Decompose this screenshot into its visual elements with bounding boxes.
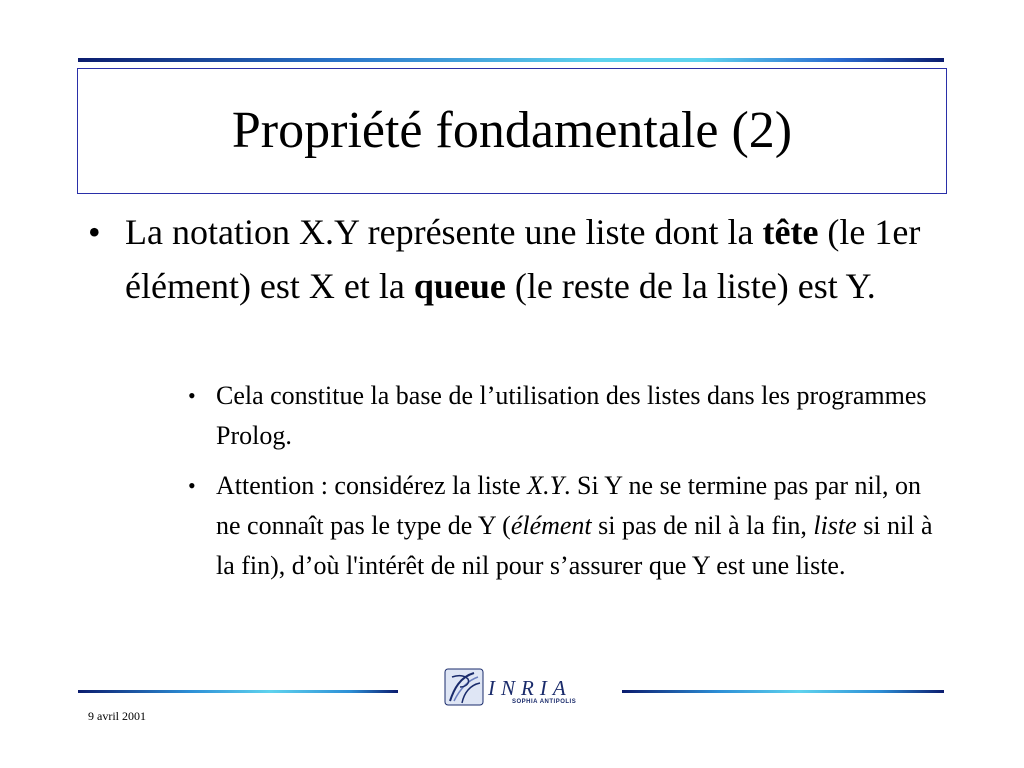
footer-date: 9 avril 2001 — [88, 709, 146, 723]
main-bullet-text-2: (le 1er élément) est X et la — [125, 212, 921, 306]
main-bullet-bold-queue: queue — [413, 266, 506, 306]
slide-title: Propriété fondamentale (2) — [231, 101, 793, 159]
main-bullet — [88, 205, 945, 313]
main-bullet-text-1: La notation X.Y représente une liste dont la — [125, 212, 763, 252]
sub-bullet-2 — [188, 466, 936, 586]
sub-bullet-2-text-4: si nil à la fin), d’où l'intérêt de nil pour s’assurer que Y est une liste. — [216, 511, 933, 580]
title-box — [77, 68, 947, 194]
inria-logo-text: INRIA — [488, 676, 572, 700]
footer-rule-right — [622, 690, 944, 693]
main-bullet-bold-tete: tête — [762, 212, 819, 252]
bullet-marker: • — [188, 383, 196, 408]
sub-bullet-2-italic-xy: X.Y — [527, 471, 565, 500]
inria-logo-subtext: SOPHIA ANTIPOLIS — [512, 699, 577, 705]
sub-bullet-1 — [188, 376, 936, 456]
bullet-marker: • — [188, 473, 196, 498]
sub-bullet-2-italic-liste: liste — [813, 511, 857, 540]
top-decorative-rule — [78, 58, 944, 62]
main-bullet-text-3: (le reste de la liste) est Y. — [505, 266, 876, 306]
sub-bullet-2-text-1: Attention : considérez la liste — [216, 471, 528, 500]
sub-bullet-2-italic-element: élément — [510, 511, 592, 540]
bullet-marker: • — [88, 212, 101, 252]
sub-bullet-2-text-2: . Si Y ne se termine pas par nil, on ne connaît pas le type de Y ( — [216, 471, 921, 540]
footer-rule-left — [78, 690, 398, 693]
sub-bullet-2-text-3: si pas de nil à la fin, — [591, 511, 814, 540]
sub-bullet-1-text: Cela constitue la base de l’utilisation des listes dans les programmes Prolog. — [216, 381, 927, 450]
